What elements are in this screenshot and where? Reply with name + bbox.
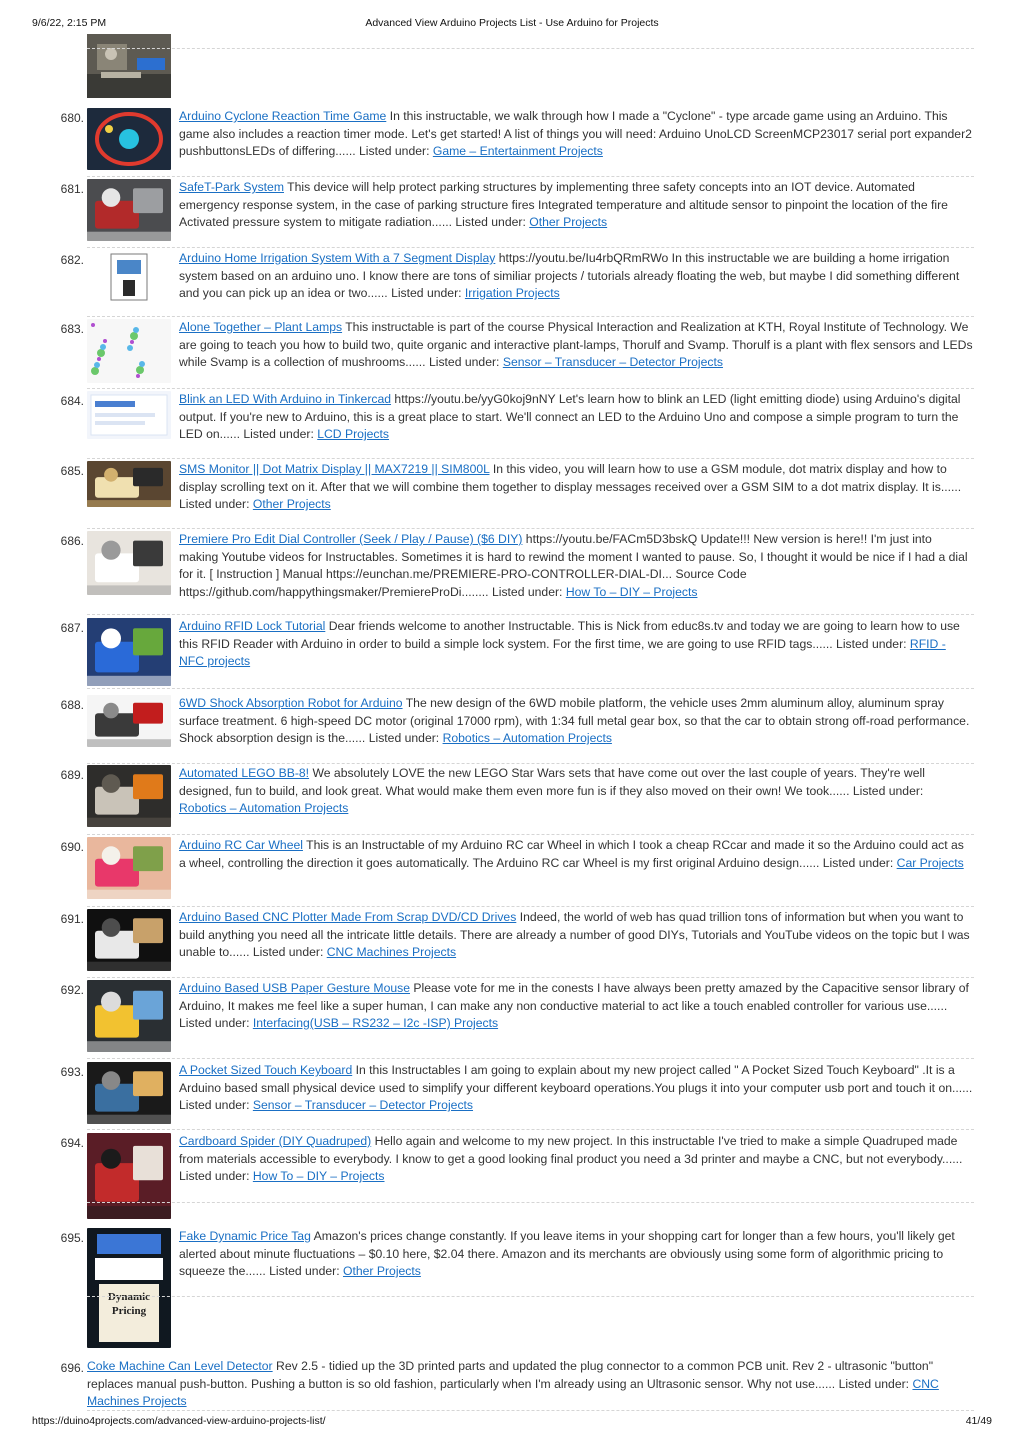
project-title-link[interactable]: Arduino RFID Lock Tutorial <box>179 619 326 633</box>
project-title-link[interactable]: Fake Dynamic Price Tag <box>179 1229 311 1243</box>
entry-number: 686. <box>60 534 84 548</box>
category-link[interactable]: RFID - NFC projects <box>179 636 946 668</box>
project-thumbnail[interactable] <box>87 1062 171 1124</box>
separator <box>87 458 974 459</box>
listed-under-label: Listed under: <box>428 355 500 369</box>
project-description: Rev 2.5 - tidied up the 3D printed parts and updated the plug connector to a common PCB unit. Rev 2 - ultrasonic "button" replaces manual push-button. Pushing a button is so old fashion, particularly when I'm already using an Ultrasonic sensor. Why not use...... <box>87 1359 934 1391</box>
category-link[interactable]: Robotics – Automation Projects <box>442 731 612 745</box>
dial-controller-photo-icon <box>87 531 171 595</box>
entry-text <box>179 1133 974 1186</box>
entry-number: 694. <box>60 1136 84 1150</box>
rfid-tutorial-photo-icon <box>87 618 171 686</box>
category-link[interactable]: Game – Entertainment Projects <box>432 144 603 158</box>
separator <box>87 906 974 907</box>
category-link[interactable]: How To – DIY – Projects <box>565 584 698 599</box>
entry-text <box>179 461 974 514</box>
entry-text <box>179 695 974 748</box>
project-thumbnail[interactable] <box>87 250 171 304</box>
category-link[interactable]: Irrigation Projects <box>464 286 560 300</box>
listed-under-label: Listed under: <box>179 497 250 511</box>
separator <box>87 176 974 177</box>
project-title-link[interactable]: SMS Monitor || Dot Matrix Display || MAX7219 || SIM800L <box>179 462 490 476</box>
separator <box>87 1058 974 1059</box>
entry-number: 695. <box>60 1231 84 1245</box>
separator <box>87 1129 974 1130</box>
cyclone-led-ring-photo-icon <box>87 108 171 170</box>
entry-text <box>179 531 974 601</box>
listed-under-label: Listed under: <box>179 1016 250 1030</box>
project-description: In this Instructables I am going to explain about my new project called " A Pocket Sized Touch Keyboard" .It is a Arduino based small physical device used to simplify your different keyboard operations.You plugs it into your computer usb port and touch it on...... <box>179 1063 973 1095</box>
entry-text <box>179 1228 974 1281</box>
previous-entry-thumbnail <box>87 34 171 98</box>
listed-under-label: Listed under: <box>179 1098 250 1112</box>
project-thumbnail[interactable] <box>87 837 171 899</box>
entry-number: 689. <box>60 768 84 782</box>
print-url: https://duino4projects.com/advanced-view-arduino-projects-list/ <box>32 1415 326 1427</box>
entry-number: 688. <box>60 698 84 712</box>
entry-text <box>179 765 974 818</box>
lego-bb8-photo-icon <box>87 765 171 827</box>
project-title-link[interactable]: Coke Machine Can Level Detector <box>87 1359 273 1373</box>
project-title-link[interactable]: Automated LEGO BB-8! <box>179 766 310 780</box>
project-description: In this instructable, we walk through how I made a "Cyclone" - type arcade game using an Arduino. This game also includes a reaction timer mode. Let's get started! A list of things you will need: Arduino UnoLCD ScreenMCP23017 serial port expander2 pushbuttonsLEDs of differing...... <box>179 109 972 158</box>
project-thumbnail[interactable] <box>87 618 171 686</box>
project-description: We absolutely LOVE the new LEGO Star Wars sets that have come out over the last couple of years. They're well designed, fun to build, and look great. What would make them even more fun is if they also moved on their own! We took...... <box>179 766 925 798</box>
entry-text <box>179 618 974 671</box>
listed-under-label: Listed under: <box>368 731 440 745</box>
project-description: Indeed, the world of web has quad trillion tons of information but when you want to build anything you need all the intricate little details. There are already a number of good DIYs, Tutorials and YouTube videos on the topic but I was unable to...... <box>179 910 970 959</box>
project-thumbnail[interactable] <box>87 461 171 507</box>
entry-text <box>87 1358 974 1411</box>
project-description: This device will help protect parking structures by implementing three safety concepts into an IOT device. Automated emergency response system, in the case of parking structure fires Integrated temperature and altitude sensor to pinpoint the location of the fire Activated pressure system to mitigate radiation...... <box>179 180 948 229</box>
separator <box>87 834 974 835</box>
project-title-link[interactable]: Blink an LED With Arduino in Tinkercad <box>179 392 392 406</box>
category-link[interactable]: CNC Machines Projects <box>326 945 457 959</box>
project-thumbnail[interactable] <box>87 1133 171 1219</box>
separator <box>87 763 974 764</box>
separator <box>87 48 974 49</box>
entry-number: 685. <box>60 464 84 478</box>
plant-lamps-sketch-icon <box>87 319 171 383</box>
project-title-link[interactable]: Premiere Pro Edit Dial Controller (Seek / Play / Pause) ($6 DIY) <box>179 532 523 546</box>
entry-text <box>179 108 974 161</box>
project-description: In this video, you will learn how to use a GSM module, dot matrix display and how to display scrolling text on it. After that we will combine them together to display messages received over a GSM SIM to a dot matrix display. It is...... <box>179 462 962 494</box>
listed-under-label: Listed under: <box>243 427 314 441</box>
svg-text:Pricing: Pricing <box>111 1305 147 1317</box>
separator <box>87 1202 974 1203</box>
cnc-plotter-photo-icon <box>87 909 171 971</box>
entry-text <box>179 909 974 962</box>
project-thumbnail[interactable] <box>87 531 171 595</box>
project-title-link[interactable]: A Pocket Sized Touch Keyboard <box>179 1063 353 1077</box>
project-title-link[interactable]: SafeT-Park System <box>179 180 284 194</box>
project-description: https://youtu.be/Iu4rbQRmRWo In this instructable we are building a home irrigation system based on an arduino uno. I know there are tons of similiar projects / tutorials already floating the web, but maybe I did something different and you can pick up an idea or two...... <box>179 251 960 300</box>
entry-number: 682. <box>60 253 84 267</box>
project-title-link[interactable]: Arduino Based USB Paper Gesture Mouse <box>179 981 411 995</box>
print-header <box>32 17 992 31</box>
rc-car-wheel-photo-icon <box>87 837 171 899</box>
project-description: Please vote for me in the conests I have always been pretty amazed by the Capacitive sensor library of Arduino, It makes me feel like a super human, I can make any non conductive material to act like a touch enabled controller for various use...... <box>179 981 969 1013</box>
project-thumbnail[interactable] <box>87 909 171 971</box>
category-link[interactable]: Robotics – Automation Projects <box>179 801 349 815</box>
project-title-link[interactable]: 6WD Shock Absorption Robot for Arduino <box>179 696 403 710</box>
entry-text <box>179 319 974 372</box>
project-thumbnail[interactable] <box>87 1228 171 1348</box>
entry-number: 681. <box>60 182 84 196</box>
project-thumbnail[interactable] <box>87 765 171 827</box>
listed-under-label: Listed under: <box>269 1264 340 1278</box>
irrigation-diagram-icon <box>87 250 171 304</box>
category-link[interactable]: LCD Projects <box>317 427 390 441</box>
separator <box>87 977 974 978</box>
category-link[interactable]: Sensor – Transducer – Detector Projects <box>252 1098 474 1112</box>
category-link[interactable]: Interfacing(USB – RS232 – I2c -ISP) Projects <box>252 1016 499 1030</box>
separator <box>87 247 974 248</box>
project-thumbnail[interactable] <box>87 108 171 170</box>
tinkercad-screenshot-icon <box>87 391 171 439</box>
print-page-number: 41/49 <box>965 1415 992 1427</box>
listed-under-label: Listed under: <box>455 215 526 229</box>
project-description: This instructable is part of the course Physical Interaction and Realization at KTH, Royal Institute of Technology. We are going to teach you how to build two, quite organic and interactive plant-lamps, Thorulf and Svamp. Thorulf is a plant with flex sensors and LEDs while Svamp is a collection of mushrooms...... <box>179 320 973 369</box>
project-title-link[interactable]: Alone Together – Plant Lamps <box>179 320 343 334</box>
project-title-link[interactable]: Arduino RC Car Wheel <box>179 838 303 852</box>
touch-keyboard-photo-icon <box>87 1062 171 1124</box>
project-thumbnail[interactable] <box>87 695 171 747</box>
sms-dot-matrix-photo-icon <box>87 461 171 507</box>
parking-device-photo-icon <box>87 179 171 241</box>
print-date: 9/6/22, 2:15 PM <box>32 17 107 29</box>
separator <box>87 528 974 529</box>
entry-text <box>179 980 974 1033</box>
listed-under-label: Listed under: <box>252 945 324 959</box>
listed-under-label: Listed under: <box>391 286 462 300</box>
entry-number: 687. <box>60 621 84 635</box>
entry-number: 696. <box>60 1361 84 1375</box>
project-description: Dear friends welcome to another Instructable. This is Nick from educ8s.tv and today we are going to learn how to use this RFID Reader with Arduino in order to build a simple lock system. For the first time, we are going to use RFID tags...... <box>179 619 960 651</box>
6wd-robot-photo-icon <box>87 695 171 747</box>
listed-under-label: Listed under: <box>822 855 894 870</box>
project-description: Hello again and welcome to my new project. In this instructable I've tried to make a simple Quadruped made from materials accessible to everybody. I know to get a good looking final product you need a 3d printer and maybe a CNC, but not everybody...... <box>179 1134 963 1166</box>
listed-under-label: Listed under: <box>836 636 907 651</box>
separator <box>87 1296 974 1297</box>
project-thumbnail[interactable] <box>87 391 171 439</box>
price-tag-photo-icon <box>87 1228 171 1348</box>
project-thumbnail[interactable] <box>87 179 171 241</box>
listed-under-label: Listed under: <box>852 783 924 798</box>
project-description: https://youtu.be/FACm5D3bskQ Update!!! New version is here!! I'm just into making Youtube videos for Instructables. Sometimes it is hard to rewind the moment I wanted to pause. So, I thought it would be nice if I had a dial for it. [ Instruction ] Manual https://eunchan.me/PREMIERE-PRO-CONTROLLER-DIAL-DI... Source Code https://github.com/happythingsmaker/PremiereProDi........ <box>179 532 968 599</box>
project-description: The new design of the 6WD mobile platform, the vehicle uses 2mm aluminum alloy, aluminum spray surface treatment. 6 high-speed DC motor (original 17000 rpm), with 1:34 full metal gear box, so that the car to obtain strong off-road performance. Shock absorption design is the...... <box>179 696 970 745</box>
svg-text:Dynamic: Dynamic <box>107 1291 151 1303</box>
project-title-link[interactable]: Arduino Cyclone Reaction Time Game <box>179 109 387 123</box>
separator <box>87 688 974 689</box>
category-link[interactable]: Other Projects <box>529 215 608 229</box>
project-description: https://youtu.be/yyG0koj9nNY Let's learn how to blink an LED (light emitting diode) using Arduino's digital output. If you're new to Arduino, this is a great place to start. We'll connect an LED to the Arduino Uno and compose a simple program to turn the LED on...... <box>179 392 961 441</box>
project-description: Amazon's prices change constantly. If you leave items in your shopping cart for longer than a few hours, you'll likely get alerted about minute fluctuations – $0.10 here, $2.04 there. Amazon and its merchants are obviously using some form of algorithmic pricing to squeeze the...... <box>179 1229 955 1278</box>
device-photo-icon <box>87 34 171 98</box>
category-link[interactable]: Car Projects <box>896 855 964 870</box>
entry-number: 691. <box>60 912 84 926</box>
paper-mouse-photo-icon <box>87 980 171 1052</box>
project-thumbnail[interactable] <box>87 319 171 383</box>
separator <box>87 316 974 317</box>
category-link[interactable]: Sensor – Transducer – Detector Projects <box>502 355 723 369</box>
project-title-link[interactable]: Cardboard Spider (DIY Quadruped) <box>179 1134 372 1148</box>
separator <box>87 388 974 389</box>
category-link[interactable]: Other Projects <box>342 1264 421 1278</box>
listed-under-label: Listed under: <box>838 1376 910 1391</box>
entry-text <box>179 179 974 232</box>
entry-text <box>179 250 974 303</box>
entry-number: 692. <box>60 983 84 997</box>
entry-text <box>179 1062 974 1115</box>
listed-under-label: Listed under: <box>359 144 430 158</box>
entry-number: 693. <box>60 1065 84 1079</box>
listed-under-label: Listed under: <box>491 584 563 599</box>
separator <box>87 614 974 615</box>
entry-text <box>179 391 974 444</box>
print-page-title: Advanced View Arduino Projects List - Use Arduino for Projects <box>365 17 659 29</box>
project-thumbnail[interactable] <box>87 980 171 1052</box>
project-title-link[interactable]: Arduino Based CNC Plotter Made From Scrap DVD/CD Drives <box>179 910 517 924</box>
project-description: This is an Instructable of my Arduino RC car Wheel in which I took a cheap RCcar and made it so the Arduino could act as a wheel, controlling the direction it goes automatically. The Arduino RC car Wheel is my first original Arduino design...... <box>179 838 964 870</box>
entry-number: 684. <box>60 394 84 408</box>
entry-number: 690. <box>60 840 84 854</box>
separator <box>87 1410 974 1411</box>
category-link[interactable]: How To – DIY – Projects <box>252 1169 385 1183</box>
project-title-link[interactable]: Arduino Home Irrigation System With a 7 Segment Display <box>179 251 496 265</box>
category-link[interactable]: CNC Machines Projects <box>87 1376 939 1408</box>
listed-under-label: Listed under: <box>179 1169 250 1183</box>
cardboard-spider-photo-icon <box>87 1133 171 1219</box>
entry-number: 683. <box>60 322 84 336</box>
category-link[interactable]: Other Projects <box>252 497 331 511</box>
entry-text <box>179 837 974 872</box>
entry-number: 680. <box>60 111 84 125</box>
print-footer <box>32 1415 992 1429</box>
